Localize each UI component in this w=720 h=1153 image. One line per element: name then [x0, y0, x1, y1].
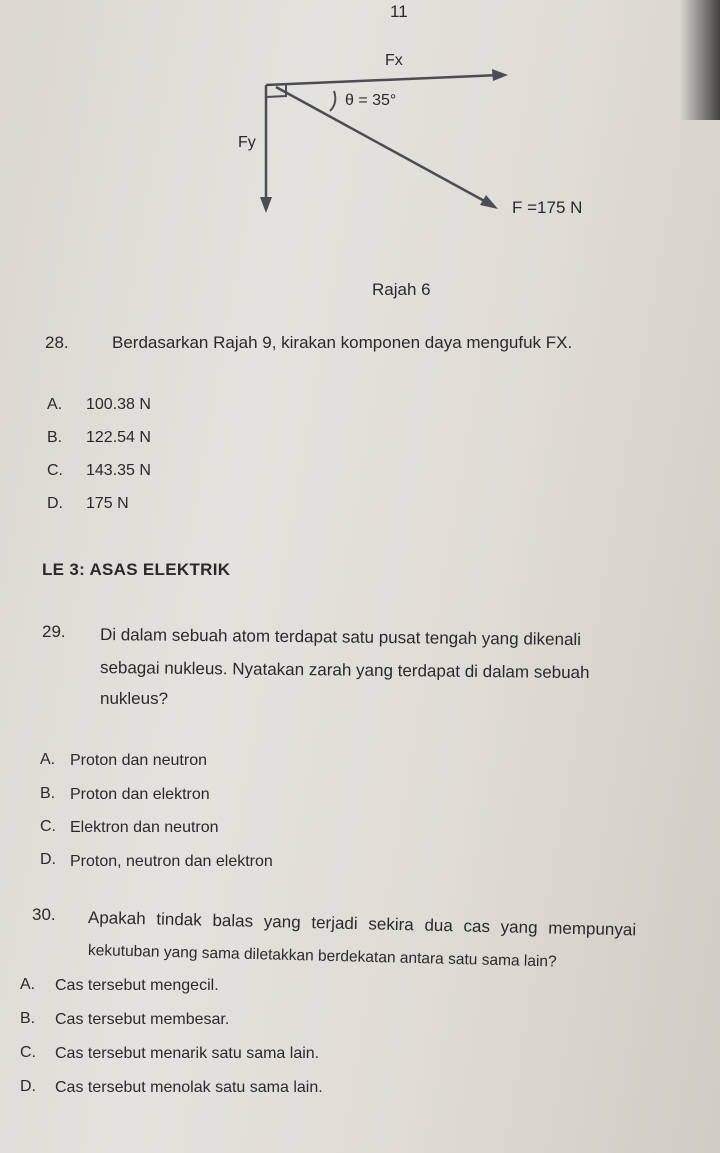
- q29-option-d-text[interactable]: Proton, neutron dan elektron: [70, 853, 273, 870]
- question-30-text-line2: kekutuban yang sama diletakkan berdekatan antara satu sama lain?: [87, 942, 557, 971]
- q29-option-a-letter[interactable]: A.: [40, 751, 56, 768]
- q30-option-d-text[interactable]: Cas tersebut menolak satu sama lain.: [55, 1079, 323, 1096]
- q28-option-c-text[interactable]: 143.35 N: [86, 462, 151, 479]
- question-29-text-line2: sebagai nukleus. Nyatakan zarah yang terdapat di dalam sebuah: [99, 658, 590, 683]
- q28-option-d-letter[interactable]: D.: [47, 495, 63, 512]
- q30-option-d-letter[interactable]: D.: [20, 1078, 36, 1095]
- label-f: F =175 N: [512, 198, 583, 217]
- q28-option-a-letter[interactable]: A.: [47, 396, 63, 413]
- page-edge-shadow: [680, 0, 720, 120]
- q28-option-a-text[interactable]: 100.38 N: [86, 396, 151, 413]
- q30-option-c-text[interactable]: Cas tersebut menarik satu sama lain.: [55, 1045, 320, 1062]
- question-30-text-line1: Apakah tindak balas yang terjadi sekira dua cas yang mempunyai: [87, 908, 637, 940]
- question-28-text: Berdasarkan Rajah 9, kirakan komponen daya mengufuk FX.: [112, 333, 573, 352]
- q28-option-b-text[interactable]: 122.54 N: [86, 429, 151, 446]
- q30-option-b-text[interactable]: Cas tersebut membesar.: [55, 1011, 230, 1028]
- q29-option-b-letter[interactable]: B.: [40, 785, 56, 802]
- question-29-text-line1: Di dalam sebuah atom terdapat satu pusat tengah yang dikenali: [99, 625, 582, 650]
- fx-arrowhead: [492, 69, 508, 81]
- q28-option-d-text[interactable]: 175 N: [86, 495, 129, 512]
- question-28-number: 28.: [45, 333, 69, 352]
- q29-option-a-text[interactable]: Proton dan neutron: [70, 752, 207, 769]
- q30-option-a-letter[interactable]: A.: [20, 976, 36, 993]
- q29-option-c-text[interactable]: Elektron dan neutron: [70, 819, 219, 836]
- angle-arc: [330, 91, 335, 111]
- q28-option-c-letter[interactable]: C.: [47, 462, 63, 479]
- question-30-number: 30.: [32, 905, 56, 924]
- q29-option-d-letter[interactable]: D.: [40, 851, 56, 868]
- q30-option-b-letter[interactable]: B.: [20, 1010, 36, 1027]
- q29-option-c-letter[interactable]: C.: [40, 818, 56, 835]
- figure-caption: Rajah 6: [372, 280, 431, 299]
- label-fy: Fy: [238, 134, 256, 151]
- question-29-text-line3: nukleus?: [100, 689, 169, 708]
- label-theta: θ = 35°: [345, 92, 397, 109]
- q30-option-c-letter[interactable]: C.: [20, 1044, 36, 1061]
- fx-arrow-line: [266, 75, 500, 85]
- question-29-number: 29.: [42, 622, 66, 641]
- label-fx: Fx: [385, 52, 403, 69]
- page-number: 11: [390, 2, 408, 21]
- q29-option-b-text[interactable]: Proton dan elektron: [70, 786, 210, 803]
- q28-option-b-letter[interactable]: B.: [47, 429, 63, 446]
- section-title: LE 3: ASAS ELEKTRIK: [42, 560, 231, 579]
- q30-option-a-text[interactable]: Cas tersebut mengecil.: [55, 977, 219, 994]
- fy-arrowhead: [260, 197, 272, 213]
- f-arrowhead: [480, 195, 498, 209]
